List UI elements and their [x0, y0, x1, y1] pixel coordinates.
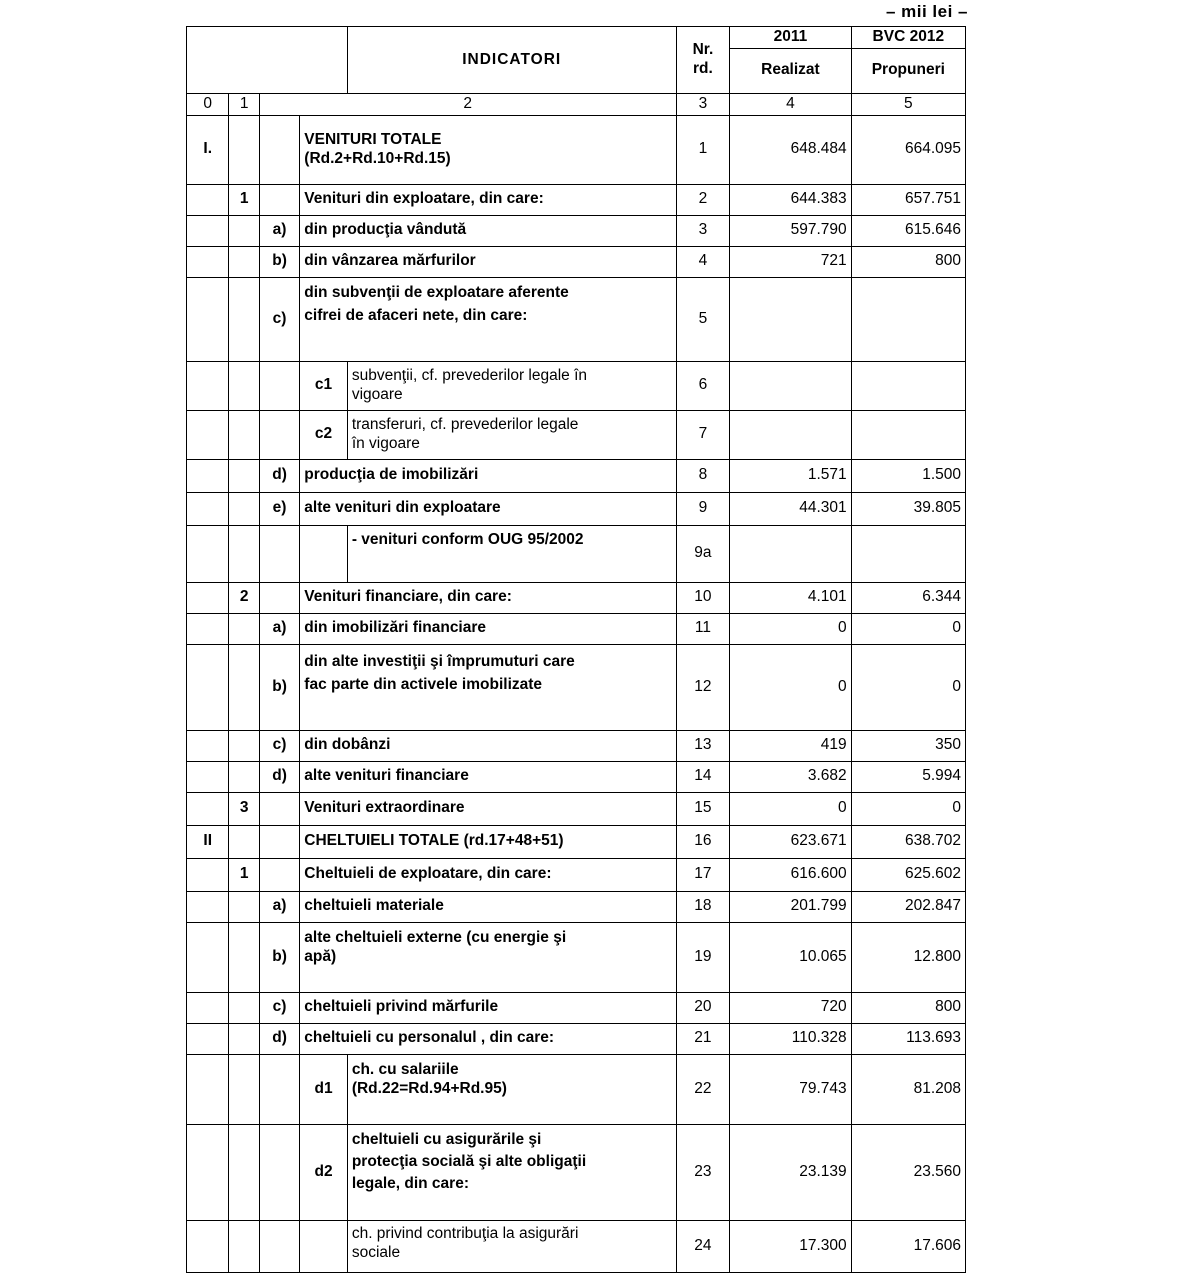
row-value-bvc: 350	[851, 730, 965, 761]
row-code-2: d)	[259, 459, 299, 492]
row-code-3: d1	[300, 1054, 348, 1124]
header-blank-left	[187, 27, 348, 94]
table-row	[187, 613, 966, 644]
table-row	[187, 215, 966, 246]
header-indicators: INDICATORI	[347, 27, 676, 94]
row-code-0	[187, 184, 229, 215]
table-row	[187, 644, 966, 730]
row-value-bvc: 664.095	[851, 115, 965, 184]
row-label	[347, 1220, 676, 1272]
row-code-0	[187, 992, 229, 1023]
row-value-2011: 721	[730, 246, 851, 277]
row-value-2011	[730, 277, 851, 361]
row-label-line2: (Rd.2+Rd.10+Rd.15)	[304, 149, 451, 167]
row-code-2: d)	[259, 1023, 299, 1054]
row-code-0	[187, 1220, 229, 1272]
row-label-line2: (Rd.22=Rd.94+Rd.95)	[351, 1079, 507, 1097]
row-value-2011: 623.671	[730, 825, 851, 858]
row-code-1	[229, 613, 259, 644]
row-value-2011: 0	[730, 644, 851, 730]
row-value-2011: 644.383	[730, 184, 851, 215]
row-nr: 1	[676, 115, 730, 184]
row-code-1	[229, 361, 259, 410]
row-value-bvc	[851, 525, 965, 582]
row-code-0	[187, 246, 229, 277]
row-value-2011: 616.600	[730, 858, 851, 891]
row-code-0	[187, 215, 229, 246]
table-row	[187, 792, 966, 825]
row-label	[347, 361, 676, 410]
row-code-0	[187, 792, 229, 825]
header-nr-line2: rd.	[693, 59, 713, 77]
row-nr: 23	[676, 1124, 730, 1220]
row-label: din imobilizări financiare	[300, 613, 676, 644]
row-value-2011: 17.300	[730, 1220, 851, 1272]
row-label: producţia de imobilizări	[300, 459, 676, 492]
row-code-2	[259, 1220, 299, 1272]
row-code-2	[259, 1054, 299, 1124]
row-value-bvc: 800	[851, 992, 965, 1023]
row-label-line1: din alte investiţii şi împrumuturi care	[304, 652, 575, 670]
row-label: - venituri conform OUG 95/2002	[347, 525, 676, 582]
table-row	[187, 459, 966, 492]
table-row	[187, 1023, 966, 1054]
row-code-0: I.	[187, 115, 229, 184]
row-label	[300, 277, 676, 361]
row-code-0: II	[187, 825, 229, 858]
row-label	[347, 410, 676, 459]
row-code-0	[187, 1023, 229, 1054]
row-label: cheltuieli privind mărfurile	[300, 992, 676, 1023]
row-nr: 4	[676, 246, 730, 277]
row-nr: 21	[676, 1023, 730, 1054]
row-label-line1: transferuri, cf. prevederilor legale	[351, 415, 579, 433]
row-value-bvc: 1.500	[851, 459, 965, 492]
row-nr: 6	[676, 361, 730, 410]
header-year-2011: 2011	[730, 27, 851, 49]
row-nr: 12	[676, 644, 730, 730]
row-code-2: d)	[259, 761, 299, 792]
row-code-1	[229, 825, 259, 858]
row-value-2011: 419	[730, 730, 851, 761]
row-code-2: e)	[259, 492, 299, 525]
row-label-line1: cheltuieli cu asigurările şi	[351, 1130, 542, 1148]
row-code-3	[300, 525, 348, 582]
subheader-realizat: Realizat	[730, 48, 851, 93]
row-value-bvc	[851, 410, 965, 459]
row-label-line3: legale, din care:	[351, 1174, 469, 1192]
row-code-1: 1	[229, 858, 259, 891]
row-nr: 18	[676, 891, 730, 922]
row-code-0	[187, 858, 229, 891]
row-nr: 24	[676, 1220, 730, 1272]
row-code-2: c)	[259, 730, 299, 761]
row-code-0	[187, 525, 229, 582]
table-row	[187, 730, 966, 761]
table-row	[187, 115, 966, 184]
row-label-line2: protecţia socială şi alte obligaţii	[351, 1152, 587, 1170]
row-value-2011: 597.790	[730, 215, 851, 246]
row-code-0	[187, 410, 229, 459]
row-nr: 15	[676, 792, 730, 825]
row-value-2011: 720	[730, 992, 851, 1023]
row-value-bvc: 638.702	[851, 825, 965, 858]
row-value-bvc: 800	[851, 246, 965, 277]
row-value-bvc: 17.606	[851, 1220, 965, 1272]
row-code-3: c2	[300, 410, 348, 459]
row-code-0	[187, 277, 229, 361]
row-value-2011	[730, 410, 851, 459]
row-value-bvc: 12.800	[851, 922, 965, 992]
colnum-2: 2	[259, 93, 676, 115]
row-code-0	[187, 644, 229, 730]
row-nr: 17	[676, 858, 730, 891]
row-code-1	[229, 730, 259, 761]
row-value-2011: 4.101	[730, 582, 851, 613]
row-code-1: 2	[229, 582, 259, 613]
row-label: Cheltuieli de exploatare, din care:	[300, 858, 676, 891]
row-label: CHELTUIELI TOTALE (rd.17+48+51)	[300, 825, 676, 858]
row-label: din dobânzi	[300, 730, 676, 761]
colnum-3: 3	[676, 93, 730, 115]
row-nr: 8	[676, 459, 730, 492]
row-label-line1: VENITURI TOTALE	[304, 130, 442, 148]
row-code-2	[259, 582, 299, 613]
row-value-bvc	[851, 361, 965, 410]
row-code-1	[229, 1220, 259, 1272]
row-value-bvc: 625.602	[851, 858, 965, 891]
colnum-5: 5	[851, 93, 965, 115]
row-code-2	[259, 115, 299, 184]
table-row	[187, 525, 966, 582]
table-row	[187, 184, 966, 215]
row-code-2	[259, 825, 299, 858]
row-code-1	[229, 215, 259, 246]
row-code-2: b)	[259, 246, 299, 277]
row-value-2011	[730, 361, 851, 410]
row-code-1	[229, 115, 259, 184]
row-value-2011: 0	[730, 792, 851, 825]
row-label-line2: vigoare	[351, 385, 403, 403]
row-nr: 2	[676, 184, 730, 215]
unit-note: – mii lei –	[885, 2, 968, 21]
row-value-bvc: 39.805	[851, 492, 965, 525]
header-nr-rd	[676, 27, 730, 94]
row-code-0	[187, 361, 229, 410]
table-row	[187, 858, 966, 891]
header-nr-line1: Nr.	[692, 41, 714, 59]
row-code-3	[300, 1220, 348, 1272]
row-code-1	[229, 644, 259, 730]
row-value-2011: 0	[730, 613, 851, 644]
row-label	[300, 922, 676, 992]
row-code-0	[187, 1054, 229, 1124]
table-row	[187, 492, 966, 525]
row-label-line2: cifrei de afaceri nete, din care:	[304, 306, 528, 324]
row-code-2	[259, 858, 299, 891]
row-label	[347, 1124, 676, 1220]
row-code-0	[187, 761, 229, 792]
row-code-1	[229, 410, 259, 459]
row-code-2	[259, 361, 299, 410]
table-row	[187, 1054, 966, 1124]
row-value-bvc: 81.208	[851, 1054, 965, 1124]
table-row	[187, 761, 966, 792]
row-code-1	[229, 761, 259, 792]
row-label: Venituri extraordinare	[300, 792, 676, 825]
row-code-0	[187, 922, 229, 992]
row-value-2011: 648.484	[730, 115, 851, 184]
row-label-line2: apă)	[304, 947, 337, 965]
row-code-1	[229, 1124, 259, 1220]
subheader-propuneri: Propuneri	[851, 48, 965, 93]
row-code-0	[187, 492, 229, 525]
table-row	[187, 277, 966, 361]
row-code-1	[229, 277, 259, 361]
table-row	[187, 992, 966, 1023]
row-label: alte venituri financiare	[300, 761, 676, 792]
row-nr: 14	[676, 761, 730, 792]
row-nr: 3	[676, 215, 730, 246]
row-value-bvc: 202.847	[851, 891, 965, 922]
row-value-2011: 110.328	[730, 1023, 851, 1054]
row-code-1	[229, 492, 259, 525]
row-label: alte venituri din exploatare	[300, 492, 676, 525]
row-label: cheltuieli materiale	[300, 891, 676, 922]
row-value-bvc: 615.646	[851, 215, 965, 246]
row-label: din producţia vândută	[300, 215, 676, 246]
row-nr: 9	[676, 492, 730, 525]
row-code-2: a)	[259, 215, 299, 246]
row-nr: 10	[676, 582, 730, 613]
colnum-0: 0	[187, 93, 229, 115]
row-nr: 16	[676, 825, 730, 858]
table-row	[187, 361, 966, 410]
row-nr: 7	[676, 410, 730, 459]
budget-table	[186, 26, 966, 1273]
row-label	[347, 1054, 676, 1124]
table-row	[187, 582, 966, 613]
row-label-line2: fac parte din activele imobilizate	[304, 675, 543, 693]
row-value-2011: 10.065	[730, 922, 851, 992]
table-row	[187, 1124, 966, 1220]
row-code-1	[229, 525, 259, 582]
row-value-2011	[730, 525, 851, 582]
row-value-2011: 79.743	[730, 1054, 851, 1124]
colnum-1: 1	[229, 93, 259, 115]
table-row	[187, 1220, 966, 1272]
row-value-2011: 201.799	[730, 891, 851, 922]
row-code-2: a)	[259, 613, 299, 644]
row-label-line2: sociale	[351, 1243, 401, 1261]
row-nr: 13	[676, 730, 730, 761]
row-code-1	[229, 459, 259, 492]
colnum-4: 4	[730, 93, 851, 115]
row-value-bvc: 5.994	[851, 761, 965, 792]
row-label-line1: din subvenţii de exploatare aferente	[304, 283, 569, 301]
row-label: cheltuieli cu personalul , din care:	[300, 1023, 676, 1054]
row-code-1	[229, 922, 259, 992]
table-row	[187, 246, 966, 277]
table-header-row	[187, 27, 966, 49]
row-label-line2: în vigoare	[351, 434, 420, 452]
row-value-bvc: 113.693	[851, 1023, 965, 1054]
row-value-2011: 44.301	[730, 492, 851, 525]
row-code-0	[187, 459, 229, 492]
row-value-bvc: 0	[851, 792, 965, 825]
row-nr: 5	[676, 277, 730, 361]
row-label	[300, 115, 676, 184]
row-label: Venituri din exploatare, din care:	[300, 184, 676, 215]
row-code-0	[187, 730, 229, 761]
row-code-2	[259, 1124, 299, 1220]
column-number-row	[187, 93, 966, 115]
header-year-bvc2012: BVC 2012	[851, 27, 965, 49]
row-nr: 9a	[676, 525, 730, 582]
row-value-bvc: 657.751	[851, 184, 965, 215]
table-row	[187, 410, 966, 459]
row-code-2: b)	[259, 922, 299, 992]
row-code-3: d2	[300, 1124, 348, 1220]
row-code-2	[259, 184, 299, 215]
row-nr: 22	[676, 1054, 730, 1124]
row-value-bvc: 6.344	[851, 582, 965, 613]
row-code-1: 3	[229, 792, 259, 825]
table-row	[187, 825, 966, 858]
row-code-2	[259, 410, 299, 459]
row-label	[300, 644, 676, 730]
row-code-1	[229, 246, 259, 277]
row-nr: 19	[676, 922, 730, 992]
row-label: din vânzarea mărfurilor	[300, 246, 676, 277]
row-code-2	[259, 525, 299, 582]
row-value-bvc: 0	[851, 613, 965, 644]
row-nr: 11	[676, 613, 730, 644]
row-value-2011: 23.139	[730, 1124, 851, 1220]
row-label-line1: ch. privind contribuţia la asigurări	[351, 1224, 579, 1242]
row-value-bvc: 23.560	[851, 1124, 965, 1220]
table-row	[187, 891, 966, 922]
row-code-2: c)	[259, 277, 299, 361]
row-code-0	[187, 582, 229, 613]
row-label-line1: ch. cu salariile	[351, 1060, 459, 1078]
table-row	[187, 922, 966, 992]
row-code-1	[229, 1054, 259, 1124]
row-code-0	[187, 1124, 229, 1220]
row-code-2: c)	[259, 992, 299, 1023]
row-value-2011: 3.682	[730, 761, 851, 792]
row-code-2	[259, 792, 299, 825]
row-code-1	[229, 891, 259, 922]
row-code-1: 1	[229, 184, 259, 215]
row-code-0	[187, 613, 229, 644]
row-code-1	[229, 992, 259, 1023]
row-code-2: a)	[259, 891, 299, 922]
row-code-1	[229, 1023, 259, 1054]
row-label: Venituri financiare, din care:	[300, 582, 676, 613]
row-code-2: b)	[259, 644, 299, 730]
row-code-0	[187, 891, 229, 922]
row-value-2011: 1.571	[730, 459, 851, 492]
row-value-bvc: 0	[851, 644, 965, 730]
row-nr: 20	[676, 992, 730, 1023]
row-code-3: c1	[300, 361, 348, 410]
row-value-bvc	[851, 277, 965, 361]
row-label-line1: alte cheltuieli externe (cu energie şi	[304, 928, 567, 946]
row-label-line1: subvenţii, cf. prevederilor legale în	[351, 366, 588, 384]
